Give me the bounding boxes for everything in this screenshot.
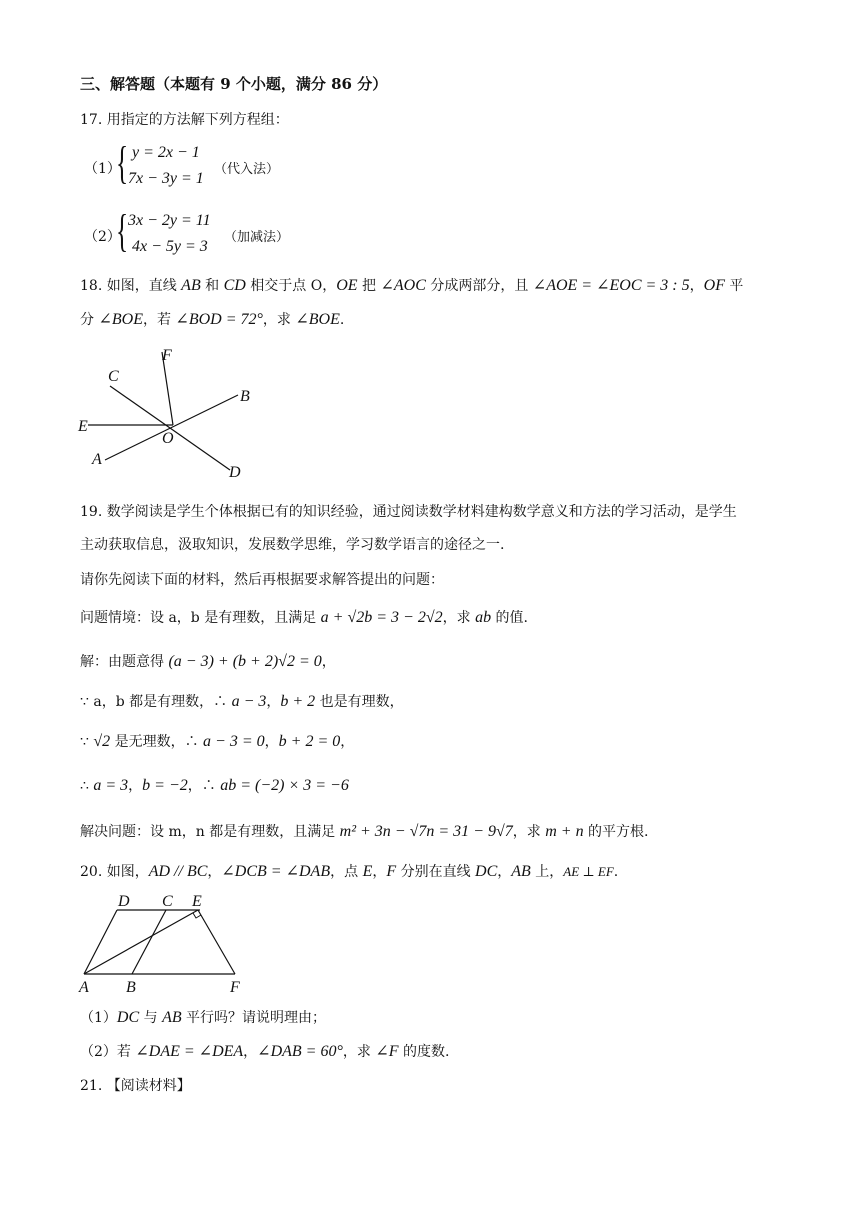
q19-line5: 解：由题意得 (a − 3) + (b + 2)√2 = 0， [80,653,336,670]
label-e: E [192,893,202,910]
segment-bc [132,910,166,974]
label-f: F [162,347,172,364]
label-e: E [78,418,88,435]
label-d: D [229,464,241,481]
q21-stem: 21. 【阅读材料】 [80,1078,191,1094]
label-a: A [79,979,89,996]
q17-stem: 17. 用指定的方法解下列方程组： [80,112,289,128]
q17-part1-eq2: 7x − 3y = 1 [128,170,204,187]
label-o: O [162,430,174,447]
q19-line1: 19. 数学阅读是学生个体根据已有的知识经验，通过阅读数学材料建构数学意义和方法的学习活动，是学生 [80,504,737,520]
q20-part1: （1）DC 与 AB 平行吗？请说明理由； [80,1009,327,1026]
q20-figure [70,890,260,998]
label-b: B [240,388,250,405]
q19-line6: ∵ a，b 都是有理数，∴ a − 3，b + 2 也是有理数， [80,693,404,710]
label-a: A [92,451,102,468]
q20-line1: 20. 如图，AD // BC，∠DCB = ∠DAB，点 E，F 分别在直线 DC，AB 上，AE ⊥ EF. [80,863,619,880]
segment-ef [198,910,235,974]
q19-line2: 主动获取信息，汲取知识，发展数学思维，学习数学语言的途径之一. [80,537,505,553]
q19-line4: 问题情境：设 a，b 是有理数，且满足 a + √2b = 3 − 2√2，求 ab 的值. [80,609,528,626]
q17-part2-method: （加减法） [224,230,290,245]
q17-part1-method: （代入法） [214,162,280,177]
q19-line3: 请你先阅读下面的材料，然后再根据要求解答提出的问题： [80,572,444,588]
q17-part2-eq2: 4x − 5y = 3 [132,238,208,255]
q19-line7: ∵ √2 是无理数，∴ a − 3 = 0，b + 2 = 0， [80,733,355,750]
q17-part2-eq1: 3x − 2y = 11 [128,212,211,229]
label-f: F [230,979,240,996]
q18-line1: 18. 如图，直线 AB 和 CD 相交于点 O，OE 把 ∠AOC 分成两部分，且 ∠AOE = ∠EOC = 3 : 5，OF 平 [80,277,744,294]
q17-part1-eq1: y = 2x − 1 [132,144,200,161]
q18-figure [70,340,270,485]
left-brace-icon: { [116,205,129,256]
label-d: D [118,893,130,910]
label-b: B [126,979,136,996]
q19-line9: 解决问题：设 m，n 都是有理数，且满足 m² + 3n − √7n = 31 − 9√7，求 m + n 的平方根. [80,823,649,840]
section-title: 三、解答题（本题有 9 个小题，满分 86 分） [80,75,388,93]
q18-line2: 分 ∠BOE，若 ∠BOD = 72°，求 ∠BOE. [80,311,345,328]
q20-part2: （2）若 ∠DAE = ∠DEA，∠DAB = 60°，求 ∠F 的度数. [80,1043,450,1060]
label-c: C [108,368,119,385]
label-c: C [162,893,173,910]
left-brace-icon: { [116,137,129,188]
line-ab [105,395,238,460]
q17-part1-label: （1） [84,161,121,177]
q17-part2-label: （2） [84,229,121,245]
q19-line8: ∴ a = 3，b = −2，∴ ab = (−2) × 3 = −6 [80,777,349,794]
